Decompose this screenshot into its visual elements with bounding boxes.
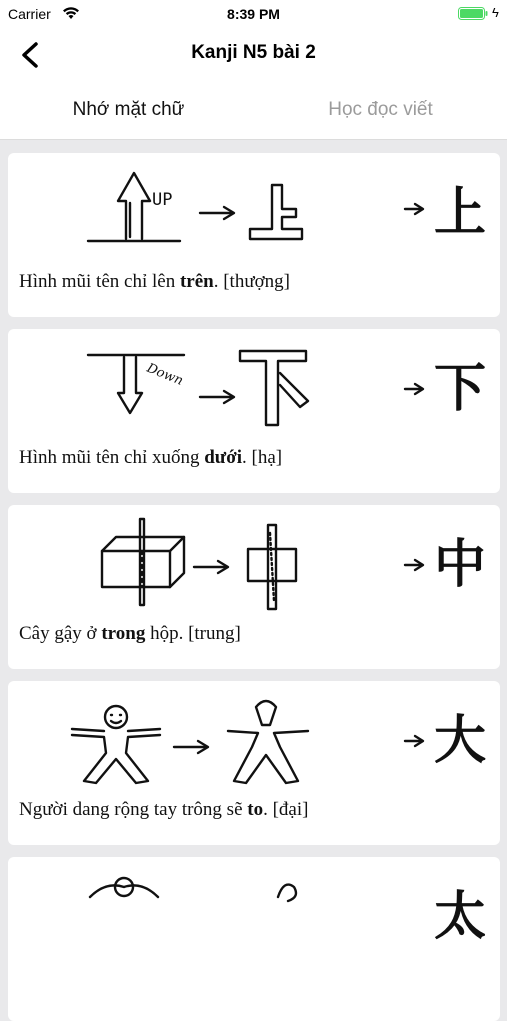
kanji-sketch-up	[8, 153, 500, 265]
page-title: Kanji N5 bài 2	[191, 42, 316, 63]
kanji-card[interactable]	[8, 681, 500, 845]
kanji-character: 上	[434, 182, 487, 243]
kanji-character: 大	[434, 710, 487, 771]
sketch-label-up: UP	[152, 190, 173, 210]
kanji-card[interactable]	[8, 857, 500, 1021]
status-time: 8:39 PM	[227, 6, 280, 22]
kanji-card[interactable]	[8, 153, 500, 317]
tab-remember-characters[interactable]: Nhớ mặt chữ	[72, 99, 185, 120]
kanji-card[interactable]	[8, 505, 500, 669]
kanji-card-list[interactable]	[0, 140, 507, 947]
card-caption: Hình mũi tên chỉ xuống dưới. [hạ]	[19, 447, 283, 468]
kanji-card[interactable]	[8, 329, 500, 493]
kanji-sketch-middle	[8, 505, 500, 617]
kanji-sketch-big	[8, 681, 500, 793]
kanji-character: 太	[434, 886, 487, 947]
nav-bar	[0, 28, 507, 82]
status-bar	[0, 0, 507, 28]
tab-bar	[0, 82, 507, 140]
carrier-label: Carrier	[8, 6, 51, 22]
kanji-character: 中	[434, 534, 487, 595]
tab-read-write[interactable]: Học đọc viết	[328, 99, 433, 120]
charging-icon: ϟ	[492, 5, 499, 20]
card-caption: Cây gậy ở trong hộp. [trung]	[19, 623, 241, 644]
kanji-sketch-fat	[8, 857, 500, 969]
card-caption: Hình mũi tên chỉ lên trên. [thượng]	[19, 271, 290, 292]
kanji-sketch-down	[8, 329, 500, 441]
kanji-character: 下	[434, 358, 487, 419]
sketch-label-down: Down	[144, 360, 186, 389]
battery-icon	[458, 7, 488, 20]
card-caption: Người dang rộng tay trông sẽ to. [đại]	[19, 799, 309, 820]
